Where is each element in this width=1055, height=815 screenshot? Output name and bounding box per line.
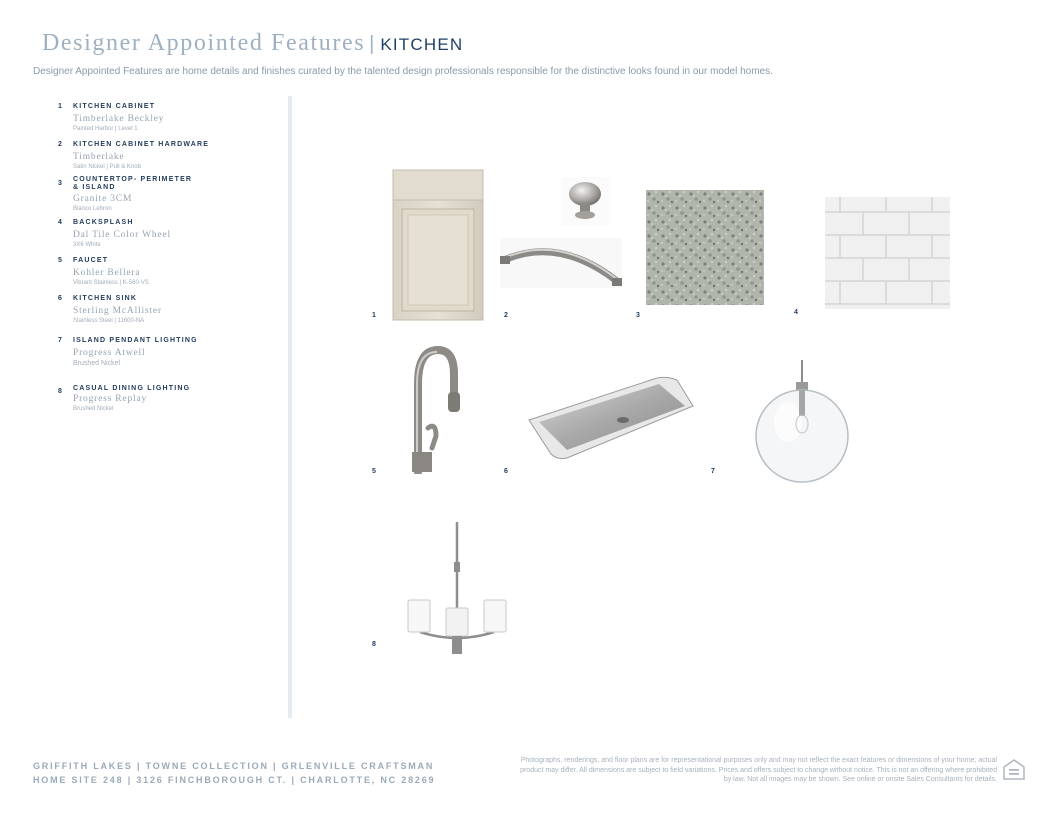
feature-category: CASUAL DINING LIGHTING	[73, 385, 191, 392]
feature-category: COUNTERTOP- PERIMETER & ISLAND	[73, 176, 193, 191]
intro-text: Designer Appointed Features are home details and finishes curated by the talented design professionals responsible for the distinctive looks found in our model homes.	[33, 66, 773, 77]
feature-category: KITCHEN CABINET HARDWARE	[73, 141, 210, 148]
feature-product: Kohler Bellera	[73, 268, 141, 278]
cabinet-knob-image	[561, 177, 609, 225]
photo-label: 2	[504, 312, 508, 319]
feature-detail: Vibrant Stainless | K-560-VS	[73, 280, 149, 286]
photo-label: 3	[636, 312, 640, 319]
feature-detail: 3X6 White	[73, 242, 101, 248]
subway-tile-image	[825, 197, 950, 309]
title-separator: |	[369, 33, 375, 55]
divider-bar	[288, 96, 292, 718]
photo-label: 8	[372, 641, 376, 648]
feature-detail: Brushed Nickel	[73, 360, 121, 367]
feature-number: 1	[58, 103, 62, 110]
feature-number: 2	[58, 141, 62, 148]
feature-number: 8	[58, 388, 62, 395]
cabinet-door-image	[392, 169, 484, 321]
feature-number: 5	[58, 257, 62, 264]
room-name: KITCHEN	[380, 35, 464, 54]
feature-category: ISLAND PENDANT LIGHTING	[73, 337, 198, 344]
photo-label: 4	[794, 309, 798, 316]
feature-number: 6	[58, 295, 62, 302]
feature-product: Dal Tile Color Wheel	[73, 230, 171, 240]
feature-detail: Stainless Steel | 11600-NA	[73, 318, 145, 324]
feature-product: Progress Replay	[73, 394, 148, 404]
feature-product: Sterling McAllister	[73, 306, 162, 316]
photo-label: 6	[504, 468, 508, 475]
footer-community	[33, 759, 435, 787]
equal-housing-opportunity-icon	[1002, 757, 1026, 781]
chandelier-image	[404, 522, 510, 658]
footer-line-community: GRIFFITH LAKES | TOWNE COLLECTION | GRLENVILLE CRAFTSMAN	[33, 761, 435, 771]
footer-disclaimer: Photographs, renderings, and floor plans are for representational purposes only and may not reflect the exact features or dimensions of your home; actual product may differ. All dimensions are subject to field variations. Prices and offers subject to change without notice. This is not an offering where prohibited by law. Not all images may be shown. See online or onsite Sales Consultants for details.	[520, 757, 997, 783]
feature-detail: Brushed Nickel	[73, 406, 114, 412]
footer-line-address: HOME SITE 248 | 3126 FINCHBOROUGH CT. | CHARLOTTE, NC 28269	[33, 775, 436, 785]
photo-label: 7	[711, 468, 715, 475]
photo-label: 5	[372, 468, 376, 475]
kitchen-sink-image	[527, 376, 695, 460]
granite-sample-image	[646, 190, 764, 305]
feature-category: FAUCET	[73, 257, 109, 264]
globe-pendant-image	[750, 360, 854, 484]
feature-detail: Painted Harbor | Level 1	[73, 126, 138, 132]
feature-detail: Blanco Lebron	[73, 206, 112, 212]
feature-number: 7	[58, 337, 62, 344]
photo-label: 1	[372, 312, 376, 319]
feature-product: Progress Atwell	[73, 348, 146, 358]
faucet-image	[402, 344, 460, 474]
feature-category: BACKSPLASH	[73, 219, 134, 226]
cabinet-pull-image	[500, 238, 622, 288]
feature-number: 3	[58, 180, 62, 187]
feature-detail: Satin Nickel | Pull & Knob	[73, 164, 141, 170]
page-title	[42, 30, 463, 57]
feature-product: Timberlake	[73, 152, 125, 162]
feature-product: Timberlake Beckley	[73, 114, 165, 124]
feature-number: 4	[58, 219, 62, 226]
feature-category: KITCHEN CABINET	[73, 103, 156, 110]
title-text: Designer Appointed Features	[42, 30, 366, 56]
feature-product: Granite 3CM	[73, 194, 133, 204]
feature-category: KITCHEN SINK	[73, 295, 138, 302]
